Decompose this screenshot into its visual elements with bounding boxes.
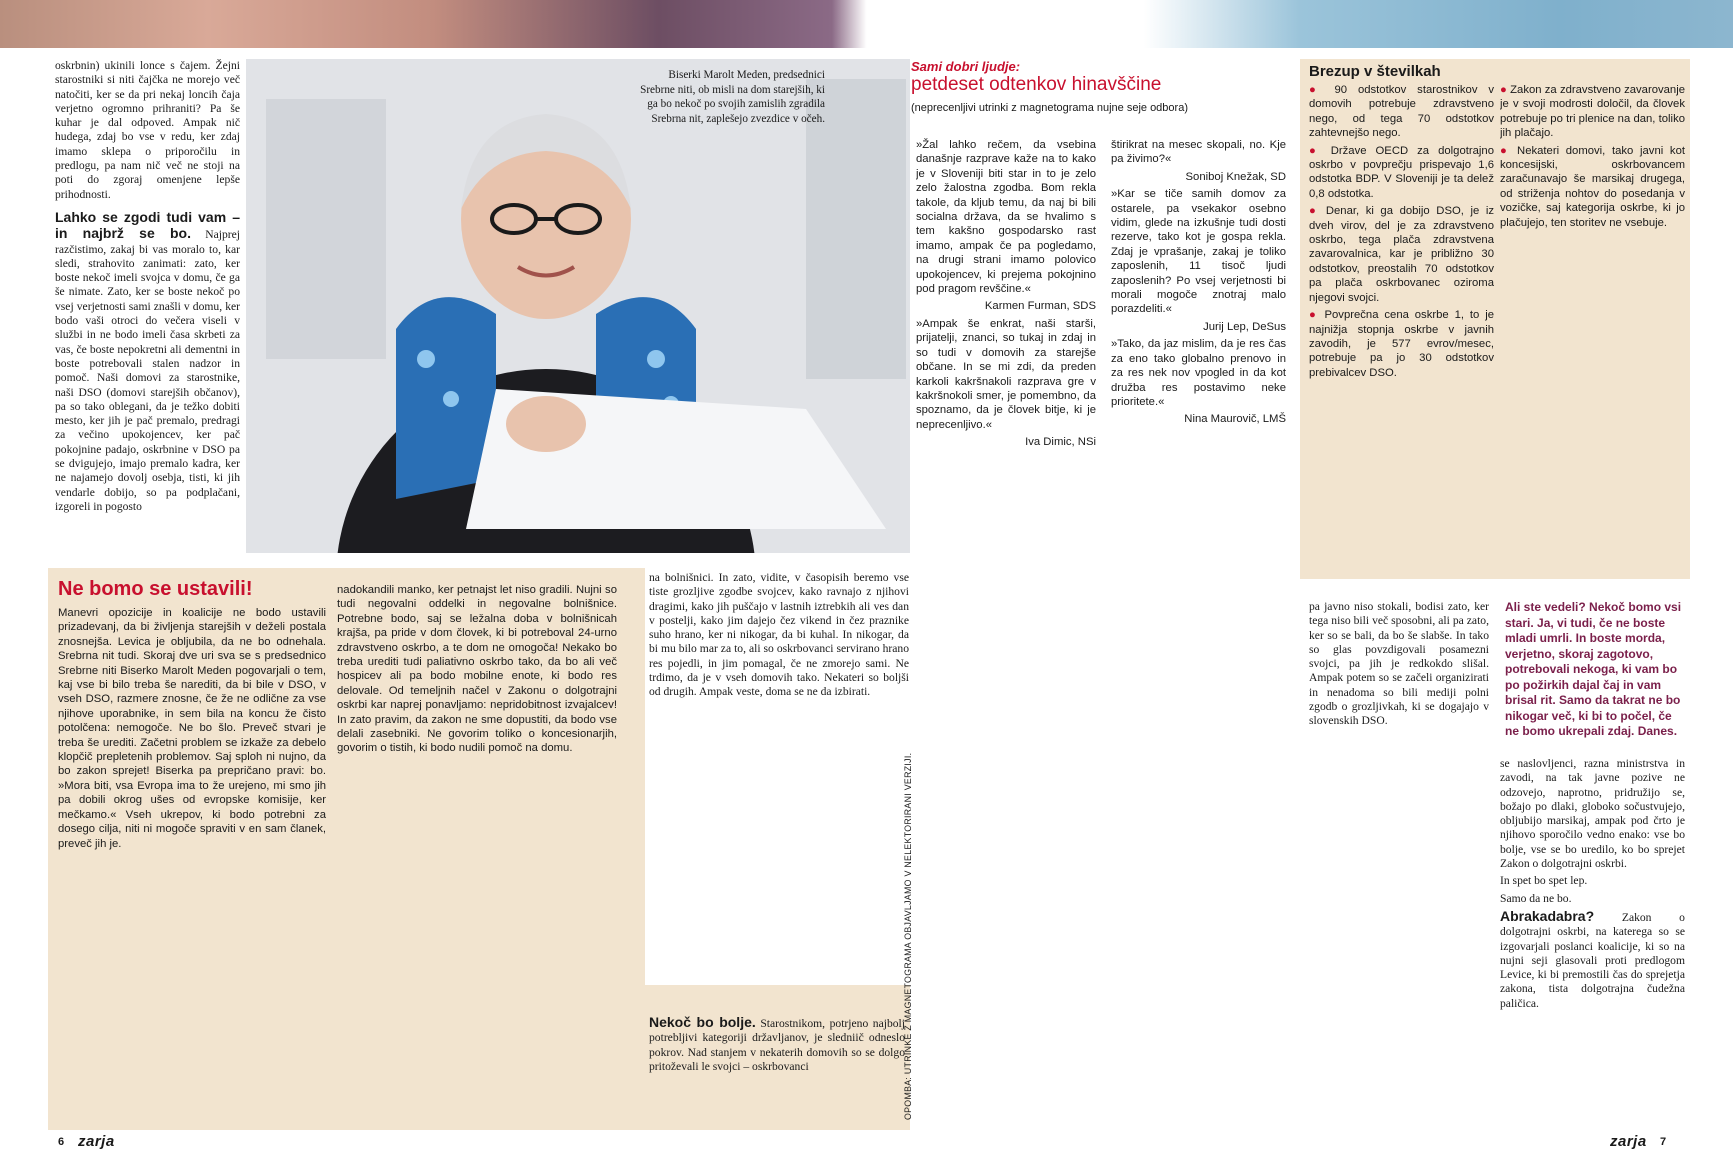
photo-caption: Biserki Marolt Meden, predsednici Srebrne niti, ob misli na dom starejših, ki ga bo nekoč po svojih zamislih zgradila Srebrna nit, zaplešejo zvezdice v očeh. xyxy=(640,69,825,125)
quote-author: Soniboj Knežak, SD xyxy=(1185,170,1286,183)
number-fact: ● Povprečna cena oskrbe 1, to je najnižja stopnja oskrbe v javnih zavodih, je 577 evrov/mesec, potrebuje pa jo 30 odstotkov prebivalcev DSO. xyxy=(1309,309,1494,379)
vertical-note: OPOMBA: UTRINKE Z MAGNETOGRAMA OBJAVLJAMO V NELEKTORIRANI VERZIJI. xyxy=(903,752,913,1120)
section3-block xyxy=(649,1015,905,1125)
quotes-header xyxy=(911,59,1303,116)
box-title: Ne bomo se ustavili! xyxy=(58,578,253,600)
number-fact: ● 90 odstotkov starostnikov v domovih potrebuje zdravstveno nego, od tega 70 odstotkov zahtevnejšo nego. xyxy=(1309,84,1494,140)
section2-lead: Lahko se zgodi tudi vam – in najbrž se bo. xyxy=(55,208,240,242)
callout-box: Ali ste vedeli? Nekoč bomo vsi stari. Ja, vi tudi, če ne boste mladi umrli. In boste morda, verjetno, skoraj zagotovo, potrebovali nekoga, ki vam bo po požirkih dajal čaj in vam brisal rit. Samo da takrat ne bo nikogar več, ki bi to počel, če ne bomo ukrepali zdaj. Danes. xyxy=(1505,600,1682,738)
quote-text: »Žal lahko rečem, da vsebina današnje razprave kaže na to kako je v Sloveniji biti star in to je zelo zelo žalostna zgodba. Bom rekla takole, da kljub temu, da naj bi bili socialna država, da se hvalimo s tem kakšno gospodarsko rast imamo, ampak če pa pogledamo, na drugi strani imamo polovico upokojencev, ki prejema pokojnino pod pragom revščine.« xyxy=(916,139,1096,296)
quote-author: Jurij Lep, DeSus xyxy=(1203,320,1286,333)
quote-text: »Kar se tiče samih domov za ostarele, pa vsekakor osebno vidim, glede na izkušnje tudi dosti rezerve, tako kot je gospa rekla. Zdaj je vprašanje, zakaj je toliko zaposlenih, 11 tisoč ljudi zaposlenih? Po vsej verjetnosti bi morali mogoče znotraj malo porazdeliti.« xyxy=(1111,188,1286,316)
portrait-illustration xyxy=(246,59,910,553)
right-logo: zarja xyxy=(1610,1133,1647,1150)
quote-text: »Ampak še enkrat, naši starši, prijatelji, znanci, so tukaj in zdaj in so tudi v domovih za starejše občane. In se mi zdi, da preden karkoli kakršnakoli razprava gre v kakršnokoli smer, je pomembno, da spoznamo, da je človek bitje, ki je neprecenljivo.« xyxy=(916,317,1096,431)
box-column-1 xyxy=(58,606,326,1116)
right-page-number: 7 xyxy=(1660,1136,1667,1148)
number-fact: ● Denar, ki ga dobijo DSO, je iz dveh virov, del je za zdravstveno oskrbo, tega plača zdravstvena zavarovalnica, kar je približno 30 odstotkov, preostalih 70 odstotkov pa plača oskrbovanec oziroma njegovi svojci. xyxy=(1309,205,1494,304)
number-fact: ● Države OECD za dolgotrajno oskrbo v povprečju prispevajo 1,6 odstotka BDP. V Sloveniji je ta delež 0,8 odstotka. xyxy=(1309,144,1494,200)
quotes-subtitle: (neprecenljivi utrinki z magnetograma nujne seje odbora) xyxy=(911,102,1188,114)
number-fact: ● Nekateri domovi, tako javni kot koncesijski, oskrbovancem zaračunavajo še marsikaj drugega, od striženja nohtov do posedanja v vozičkе, saj kategorija oskrbe, ki jo plačujejo, ten storitev ne vsebuje. xyxy=(1500,144,1685,229)
box-col2-text: nadokandili manko, ker petnajst let niso gradili. Nujni so tudi negovalni oddelki in negovalne bolnišnice. Potrebne bodo, saj se ležalna doba v bolnišnicah krajša, pa pride v dom človek, ki bi potreboval 24-urno zdravstveno oskrbo, a te dom ne omogoča! Nekako bo treba urediti tudi paliativno oskrbo tako, da bo ali več hospicev ali pa bodo mobilne enote, ki bodo res delovale. Od temeljnih načel v Zakonu o dolgotrajni oskrbi kar naprej ponavljamo: nepridobitnost izvajalcev! In zato pravim, da zakon ne sme dopustiti, da bodo vse delali zasebniki. Ne govorim tolikо o koncesionarjih, govorim o tistih, ki bodo nudili pomoč na domu. xyxy=(337,584,617,755)
right-body-column-2 xyxy=(1500,757,1685,1122)
portrait-photo xyxy=(246,59,910,553)
left-logo: zarja xyxy=(78,1133,115,1150)
intro-paragraph: oskrbnin) ukinili lonce s čajem. Žejni starostniki si niti čajčka ne morejo več natočiti, ker se da pri nekaj loncih čaja verjetno ogromno prihraniti? Pa še kuhar je dal odpoved. Ampak nič hudega, zdaj bo vse v redu, ker zdaj imamo sklepa o priporočilu in predlogu, pa nam nič več ne stoji na poti do zgoraj omenjene lepše prihodnosti. xyxy=(55,59,240,201)
number-fact: ● Zakon za zdravstveno zavarovanje je v svoji modrosti določil, da človek potrebuje po tri plenice na dan, toliko jih plačajo. xyxy=(1500,84,1685,140)
numbers-column-2 xyxy=(1500,83,1685,573)
quotes-title-line1: Sami dobri ljudje: xyxy=(911,59,1021,74)
section3-text: Starostnikom, potrjeno najbolj potrebljivi kategoriji državljanov, je sledniič odneslo pokrov. Nad stanjem v nekaterih domovih so se dolgo pritoževali le svojci – oskrbovanci xyxy=(649,1017,905,1073)
top-photo-band xyxy=(0,0,1733,48)
box-col1-text: Manevri opozicije in koalicije ne bodo ustavili prizadevanj, da bi življenja starejših v deželi postala znosnejša. Levica je obljubila, da ne bo odnehala. Srebrna nit tudi. Skoraj dve uri sva se s predsednico Srebrne niti Biserko Marolt Meden pogovarjali o tem, kaj vse bi bilo treba še narediti, da bi bile v DSO, v vseh DSO, razmere znosne, če že ne odlične za vse njihove uporabnike, in sem bila na koncu že čisto potolčena: nemogoče. Ne bo šlo. Preveč stvari je treba še urediti. Začetni problem se izkaže za debelo klopčič prepletenih problemov. Saj sploh ni nujno, da bo zakon sprejet! Biserka pa prepričano pravi: bo. »Mora biti, vsa Evropa ima to že urejeno, mi smo jih pa dobili okrog ušes od evropske komisije, ker mečkamo.« Vseh ukrepov, ki bodo potrebni za dosego cilja, niti ni mogoče spraviti v en sam članek, preveč jih je. xyxy=(58,607,326,850)
quotes-column-1 xyxy=(916,138,1096,658)
right-body-column-1 xyxy=(1309,600,1489,1120)
body-col2-line2: In spet bo spet lep. xyxy=(1500,874,1588,888)
numbers-column-1 xyxy=(1309,83,1494,573)
numbers-title: Brezup v številkah xyxy=(1309,63,1441,80)
section2-text: Najprej razčistimo, zakaj bi vas moralo to, kar sledi, strahovito zanimati: zato, ker boste nekoč imeli svojca v domu, če ga še nimate. Zato, ker se boste nekoč po vsej verjetnosti sami znašli v domu, ker bodo vaši otroci do večera viseli v službi in ne bodo imeli časa skrbeti za vas, če boste nepokretni ali dementni in boste potrebovali stalen nadzor in pomoč. Naši domovi za starostnike, naši DSO (domovi starejših občanov), pa so tako oblegani, da je težko dobiti mesto, ker jih je pač premalo, predragi za večino upokojencev, ker pač pokojnine padajo, oskrbnine v DSO pa se dvigujejo, imajo premalo kadra, ker ne najamejo dovolj osebja, tisti, ki jih vendarle dobijo, so pa podplačani, izgoreli in pogosto xyxy=(55,228,240,513)
quote-author: Karmen Furman, SDS xyxy=(984,300,1096,313)
left-intro-column xyxy=(55,59,240,559)
body-col2-text: se naslovljenci, razna ministrstva in zavodi, na tak javne pozive ne odzovejo, naprotno, pridružijo se, božajo po dlaki, globoko sočustvujejo, obljubijo marsikaj, ampak pod črto je njihovo sporočilo vedno enako: vse bo bolje, vse se bo uredilo, ko bo sprejet Zakon o dolgotrajni oskrbi. xyxy=(1500,757,1685,871)
body-col2-line3: Samo da ne bo. xyxy=(1500,891,1572,905)
quotes-title-line2: petdeset odtenkov hinavščine xyxy=(911,74,1162,95)
box-column-2 xyxy=(337,583,617,1113)
quote-author: Iva Dimic, NSi xyxy=(1025,436,1096,449)
quotes-column-2 xyxy=(1111,138,1286,658)
quote-text: »Tako, da jaz mislim, da je res čas za eno tako globalno prenovo in za res nek nov vpogled in da kot družba res postavimo neke prioritete.« xyxy=(1111,338,1286,408)
section3-lead: Nekoč bo bolje. xyxy=(649,1015,756,1030)
left-page-number: 6 xyxy=(58,1136,65,1148)
section4-lead: Abrakadabra? xyxy=(1500,907,1595,924)
quote-author: Nina Maurovič, LMŠ xyxy=(1184,413,1286,426)
section4-text: Zakon o dolgotrajni oskrbi, na katerega so se izgovarjali poslanci koalicije, ki so na nujni seji glasovali proti predlogom Levice, ki bi premostili čas do sprejetja zakona, tista dolgotrajna čudežna paličica. xyxy=(1500,910,1685,1010)
quote-text: štirikrat na mesec skopali, no. Kje pa živimo?« xyxy=(1111,139,1286,166)
box-col3-text: na bolnišnici. In zato, vidite, v časopisih beremo vse tiste grozljive zgodbe svojcev, kako ravnajo z njihovi dragimi, kako jih puščajo v lastnih iztrebkih ali ves dan v postelji, kako jim dajejo čez vikend in čez praznike suho hrano, ker ni nikogar, da bi kuhal. In nikogar, da bi mu bilo mar za to, ali so oskrbovanci servirano hrano res pojedli, in jim pomagal, če ne zmorejo sami. Ne trdimo, da je v vseh domovih tako. Nekateri so boljši od drugih. Ampak veste, doma se ne da izbirati. xyxy=(649,571,909,699)
body-col1-text: pa javno niso stokali, bodisi zato, ker tega niso bili več sposobni, ali pa zato, ker so se bali, da bo še slabše. In tako so glas povzdigovali posamezni svojci, pa jih je redkokdo slišal. Ampak potem so se začeli organizirati in nenadoma so bili mediji polni zgodb o grozljivkah, ki se dogajajo v slovenskih DSO. xyxy=(1309,600,1489,728)
box-column-3 xyxy=(645,567,913,985)
